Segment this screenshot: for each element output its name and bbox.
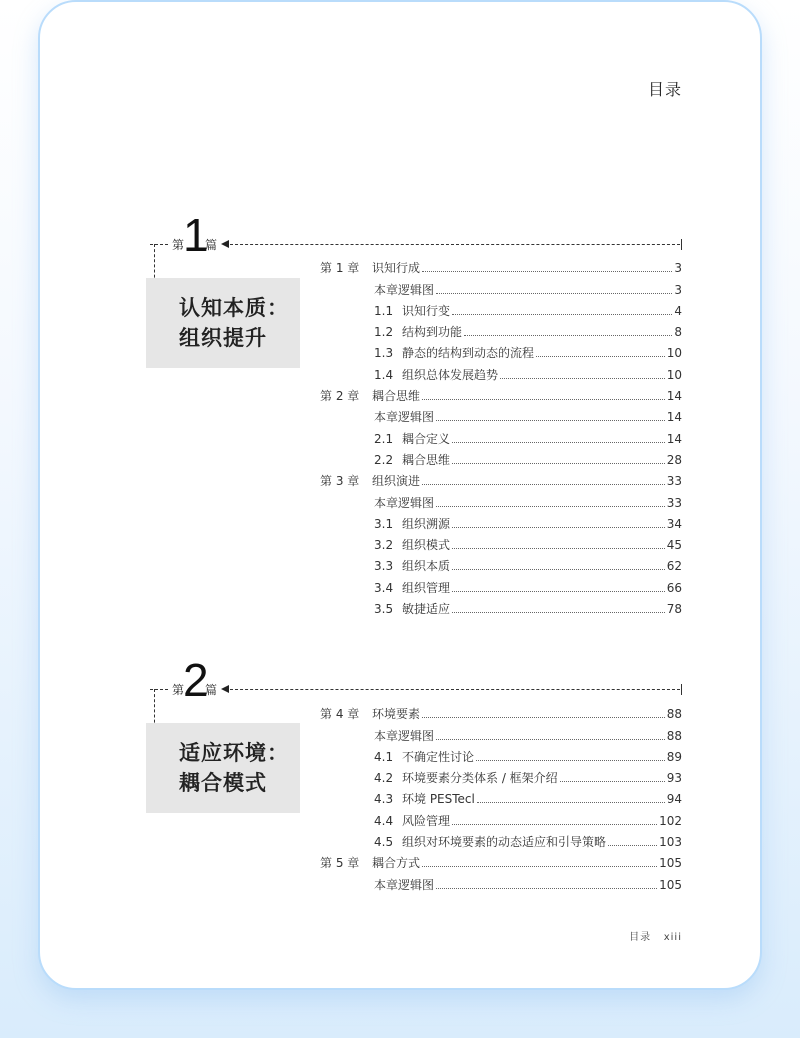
page-number: 88 [666,728,682,743]
dot-leader [436,506,665,507]
page-number: 4 [674,303,682,318]
toc-entry-label [374,878,434,892]
dot-leader [452,442,665,443]
entry-title: 本章逻辑图 [374,282,435,297]
toc-logic-map-row[interactable] [320,488,682,509]
toc-entry-label [320,856,420,870]
toc-chapter-row[interactable] [320,700,682,721]
toc-entry-label [374,517,450,531]
toc-logic-map-row[interactable] [320,403,682,424]
toc-entry-label [374,432,450,446]
page-number: 102 [659,813,682,828]
section-number: 3.1 [374,516,394,531]
dot-leader [422,399,665,400]
entry-title: 本章逻辑图 [374,495,435,510]
dashed-line-left [150,689,168,690]
chapter-number: 第 5 章 [320,856,360,871]
page-number: 78 [666,602,682,617]
part-2-title-box [146,723,300,813]
toc-section-row[interactable] [320,446,682,467]
entry-title: 本章逻辑图 [374,877,435,892]
toc-section-row[interactable] [320,785,682,806]
toc-entry-label [320,474,420,488]
toc-section-row[interactable] [320,743,682,764]
page-number: 28 [666,452,682,467]
part-suffix: 篇 [205,238,218,252]
footer-page-number: xiii [663,932,682,943]
part-title-line1: 适应环境： [179,741,289,765]
page-number: 105 [659,877,682,892]
page-number: 10 [666,367,682,382]
dashed-line-left [150,244,168,245]
chapter-number: 第 2 章 [320,389,360,404]
section-number: 4.1 [374,749,394,764]
page-number: 93 [666,771,682,786]
dot-leader [452,569,665,570]
page-number: 33 [666,495,682,510]
page-number: 89 [666,749,682,764]
entry-title: 识知行成 [372,261,421,276]
entry-title: 组织演进 [372,474,421,489]
part-prefix: 第 [172,238,185,252]
entry-title: 敏捷适应 [402,602,451,617]
toc-section-row[interactable] [320,318,682,339]
page-title: 目录 [647,80,682,99]
page-number: 62 [666,559,682,574]
toc-entry-label [374,325,462,339]
entry-title: 组织本质 [402,559,451,574]
part-title-line2: 耦合模式 [179,771,267,795]
toc-entry-label [320,261,420,275]
toc-entry-label [374,368,498,382]
page-number: 3 [674,261,682,276]
toc-entry-label [374,559,450,573]
section-number: 2.2 [374,452,394,467]
dashed-line-right [230,244,680,245]
page-number: 94 [666,792,682,807]
toc-entry-label [374,750,474,764]
entry-title: 耦合方式 [372,856,421,871]
entry-title: 环境要素 [372,707,421,722]
chapter-number: 第 1 章 [320,261,360,276]
entry-title: 组织总体发展趋势 [402,367,499,382]
toc-section-row[interactable] [320,510,682,531]
entry-title: 风险管理 [402,813,451,828]
dot-leader [436,420,665,421]
toc-entry-label [320,389,420,403]
entry-title: 结构到功能 [402,325,463,340]
toc-chapter-row[interactable] [320,467,682,488]
dashed-line-end [681,239,682,250]
toc-section-row[interactable] [320,828,682,849]
entry-title: 耦合思维 [372,389,421,404]
page-number: 103 [659,835,682,850]
chapter-number: 第 4 章 [320,707,360,722]
toc-section-row[interactable] [320,360,682,381]
toc-entry-label [320,707,420,721]
dot-leader [452,314,672,315]
part-title-line2: 组织提升 [179,326,267,350]
dot-leader [500,378,665,379]
toc-entry-label [374,283,434,297]
toc-section-row[interactable] [320,806,682,827]
page-number: 88 [666,707,682,722]
toc-entry-label [374,538,450,552]
page-footer [560,928,682,943]
part-1-toc [320,254,682,616]
entry-title: 组织对环境要素的动态适应和引导策略 [402,835,607,850]
entry-title: 环境 PESTecl [402,792,475,807]
dot-leader [560,781,665,782]
page-number: 34 [666,516,682,531]
toc-section-row[interactable] [320,764,682,785]
entry-title: 环境要素分类体系 / 框架介绍 [402,771,558,786]
page-number: 105 [659,856,682,871]
toc-chapter-row[interactable] [320,382,682,403]
dot-leader [477,802,665,803]
part-prefix: 第 [172,683,185,697]
toc-entry-label [374,792,475,806]
dot-leader [422,271,672,272]
section-number: 4.3 [374,792,394,807]
dot-leader [452,527,665,528]
page-number: 14 [666,389,682,404]
section-number: 1.4 [374,367,394,382]
part-1-title-box [146,278,300,368]
part-suffix: 篇 [205,683,218,697]
toc-logic-map-row[interactable] [320,870,682,891]
dot-leader [536,356,665,357]
page-number: 66 [666,580,682,595]
dot-leader [476,760,665,761]
toc-section-row[interactable] [320,531,682,552]
dot-leader [452,463,665,464]
toc-section-row[interactable] [320,339,682,360]
entry-title: 本章逻辑图 [374,410,435,425]
page-number: 3 [674,282,682,297]
footer-label: 目录 [629,932,652,943]
dot-leader [608,845,657,846]
page-number: 45 [666,538,682,553]
part-number: 1 [183,209,209,261]
toc-section-row[interactable] [320,552,682,573]
page-number: 14 [666,431,682,446]
section-number: 3.3 [374,559,394,574]
entry-title: 组织管理 [402,580,451,595]
dashed-line-end [681,684,682,695]
chapter-number: 第 3 章 [320,474,360,489]
dot-leader [452,591,665,592]
dot-leader [436,739,665,740]
toc-section-row[interactable] [320,573,682,594]
section-number: 1.2 [374,325,394,340]
entry-title: 不确定性讨论 [402,749,475,764]
section-number: 1.3 [374,346,394,361]
section-number: 4.5 [374,835,394,850]
toc-section-row[interactable] [320,297,682,318]
section-number: 3.2 [374,538,394,553]
toc-section-row[interactable] [320,424,682,445]
dashed-line-right [230,689,680,690]
entry-title: 本章逻辑图 [374,728,435,743]
page-number: 8 [674,325,682,340]
toc-entry-label [374,453,450,467]
toc-entry-label [374,602,450,616]
toc-entry-label [374,410,434,424]
toc-entry-label [374,304,450,318]
page-number: 33 [666,474,682,489]
toc-entry-label [374,346,534,360]
section-number: 1.1 [374,303,394,318]
dot-leader [422,484,665,485]
toc-section-row[interactable] [320,595,682,616]
dot-leader [436,293,672,294]
part-number: 2 [183,654,209,706]
entry-title: 耦合思维 [402,452,451,467]
dot-leader [422,717,665,718]
toc-entry-label [374,729,434,743]
section-number: 4.2 [374,771,394,786]
arrow-left-icon [221,685,229,693]
dot-leader [452,548,665,549]
page-number: 14 [666,410,682,425]
toc-chapter-row[interactable] [320,849,682,870]
part-title-line1: 认知本质： [179,296,289,320]
page-number: 10 [666,346,682,361]
toc-logic-map-row[interactable] [320,275,682,296]
toc-logic-map-row[interactable] [320,721,682,742]
section-number: 3.5 [374,602,394,617]
dot-leader [452,824,657,825]
toc-entry-label [374,581,450,595]
dot-leader [422,866,657,867]
entry-title: 组织溯源 [402,516,451,531]
dot-leader [436,888,657,889]
toc-entry-label [374,771,558,785]
toc-entry-label [374,496,434,510]
entry-title: 耦合定义 [402,431,451,446]
section-number: 3.4 [374,580,394,595]
toc-chapter-row[interactable] [320,254,682,275]
toc-entry-label [374,835,606,849]
dot-leader [464,335,672,336]
entry-title: 静态的结构到动态的流程 [402,346,535,361]
dot-leader [452,612,665,613]
section-number: 4.4 [374,813,394,828]
toc-entry-label [374,814,450,828]
section-number: 2.1 [374,431,394,446]
entry-title: 组织模式 [402,538,451,553]
arrow-left-icon [221,240,229,248]
entry-title: 识知行变 [402,303,451,318]
part-2-toc [320,700,682,892]
